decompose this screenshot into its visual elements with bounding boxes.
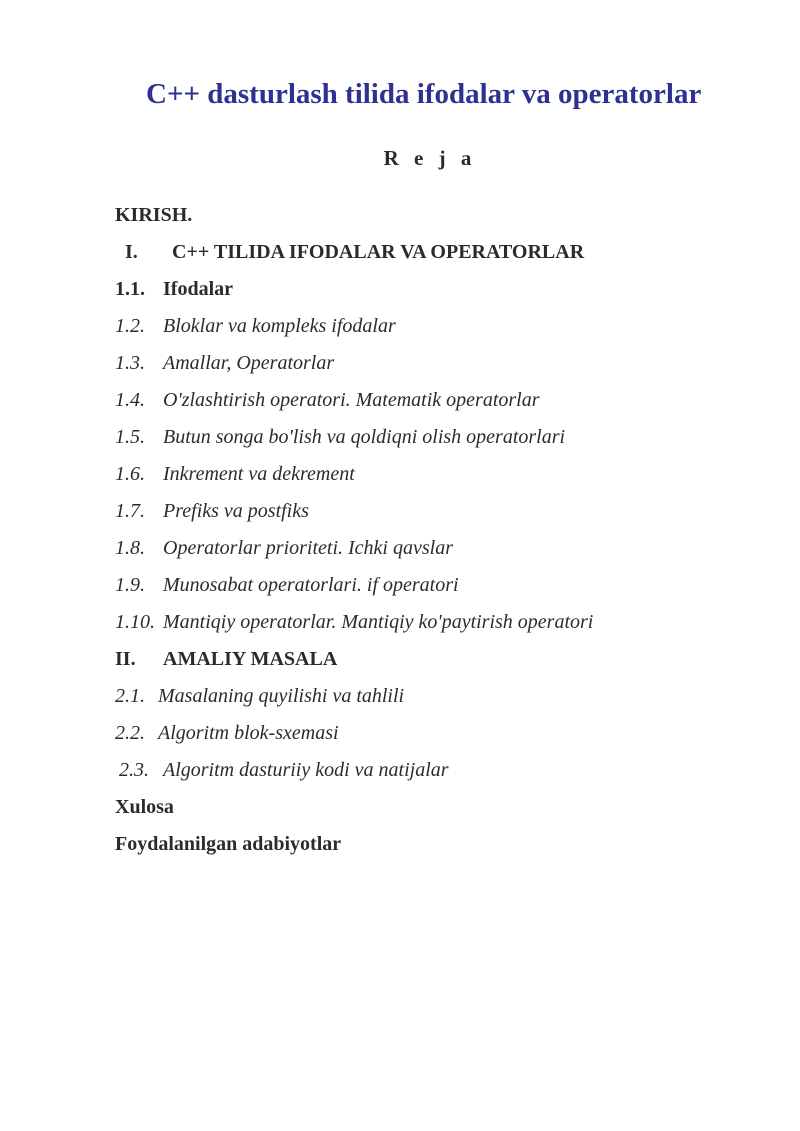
- toc-item-number: 1.5.: [115, 426, 145, 448]
- toc-item-label: Prefiks va postfiks: [163, 500, 309, 522]
- toc-item-number: 2.3.: [119, 759, 149, 781]
- toc-item-label: Munosabat operatorlari. if operatori: [163, 574, 459, 596]
- toc-item-number: 1.8.: [115, 537, 145, 559]
- toc-item-label: Butun songa bo'lish va qoldiqni olish operatorlari: [163, 426, 566, 448]
- toc-item-label: Mantiqiy operatorlar. Mantiqiy ko'paytirish operatori: [163, 611, 594, 633]
- toc-item-number: 1.6.: [115, 463, 145, 485]
- toc-chapter-2: [115, 644, 755, 681]
- toc-item-label: Bloklar va kompleks ifodalar: [163, 315, 396, 337]
- toc-item-2-1: [115, 681, 755, 718]
- toc-item-number: 1.10.: [115, 611, 155, 633]
- toc-item-1-1: [115, 274, 755, 311]
- toc-item-label: Masalaning quyilishi va tahlili: [158, 685, 405, 707]
- toc-chapter-1: [115, 237, 755, 274]
- toc-item-label: Inkrement va dekrement: [163, 463, 355, 485]
- toc-item-1-10: [115, 607, 755, 644]
- toc-chapter-1-label: C++ TILIDA IFODALAR VA OPERATORLAR: [172, 241, 585, 263]
- toc-intro-label: KIRISH.: [115, 204, 193, 226]
- toc-references-label: Foydalanilgan adabiyotlar: [115, 833, 342, 855]
- toc-item-number: 1.9.: [115, 574, 145, 596]
- toc-item-number: 2.1.: [115, 685, 145, 707]
- toc-item-1-8: [115, 533, 755, 570]
- toc-item-1-4: [115, 385, 755, 422]
- toc-item-1-6: [115, 459, 755, 496]
- toc-item-number: 1.7.: [115, 500, 145, 522]
- toc-item-label: Algoritm dasturiiy kodi va natijalar: [163, 759, 449, 781]
- toc-item-number: 1.4.: [115, 389, 145, 411]
- toc-item-label: Amallar, Operatorlar: [163, 352, 335, 374]
- toc-item-label: Algoritm blok-sxemasi: [158, 722, 339, 744]
- toc-item-label: O'zlashtirish operatori. Matematik operatorlar: [163, 389, 540, 411]
- toc-item-1-5: [115, 422, 755, 459]
- document-title: C++ dasturlash tilida ifodalar va operatorlar: [146, 78, 702, 110]
- toc-item-2-2: [115, 718, 755, 755]
- toc-item-number: 1.2.: [115, 315, 145, 337]
- toc-conclusion-label: Xulosa: [115, 796, 174, 818]
- toc-item-1-2: [115, 311, 755, 348]
- toc-conclusion: [115, 792, 755, 829]
- plan-heading: R e j a: [383, 146, 477, 170]
- toc-item-label: Ifodalar: [163, 278, 233, 300]
- toc-chapter-1-number: I.: [125, 241, 138, 263]
- toc-item-number: 2.2.: [115, 722, 145, 744]
- toc-chapter-2-label: AMALIY MASALA: [163, 648, 338, 670]
- toc-intro: [115, 200, 755, 237]
- toc-item-1-3: [115, 348, 755, 385]
- toc-chapter-2-number: II.: [115, 648, 136, 670]
- toc-item-number: 1.3.: [115, 352, 145, 374]
- toc-item-1-9: [115, 570, 755, 607]
- toc-references: [115, 829, 755, 866]
- toc-item-number: 1.1.: [115, 278, 145, 300]
- toc-item-label: Operatorlar prioriteti. Ichki qavslar: [163, 537, 453, 559]
- toc-item-1-7: [115, 496, 755, 533]
- table-of-contents: [115, 200, 755, 866]
- toc-item-2-3: [115, 755, 755, 792]
